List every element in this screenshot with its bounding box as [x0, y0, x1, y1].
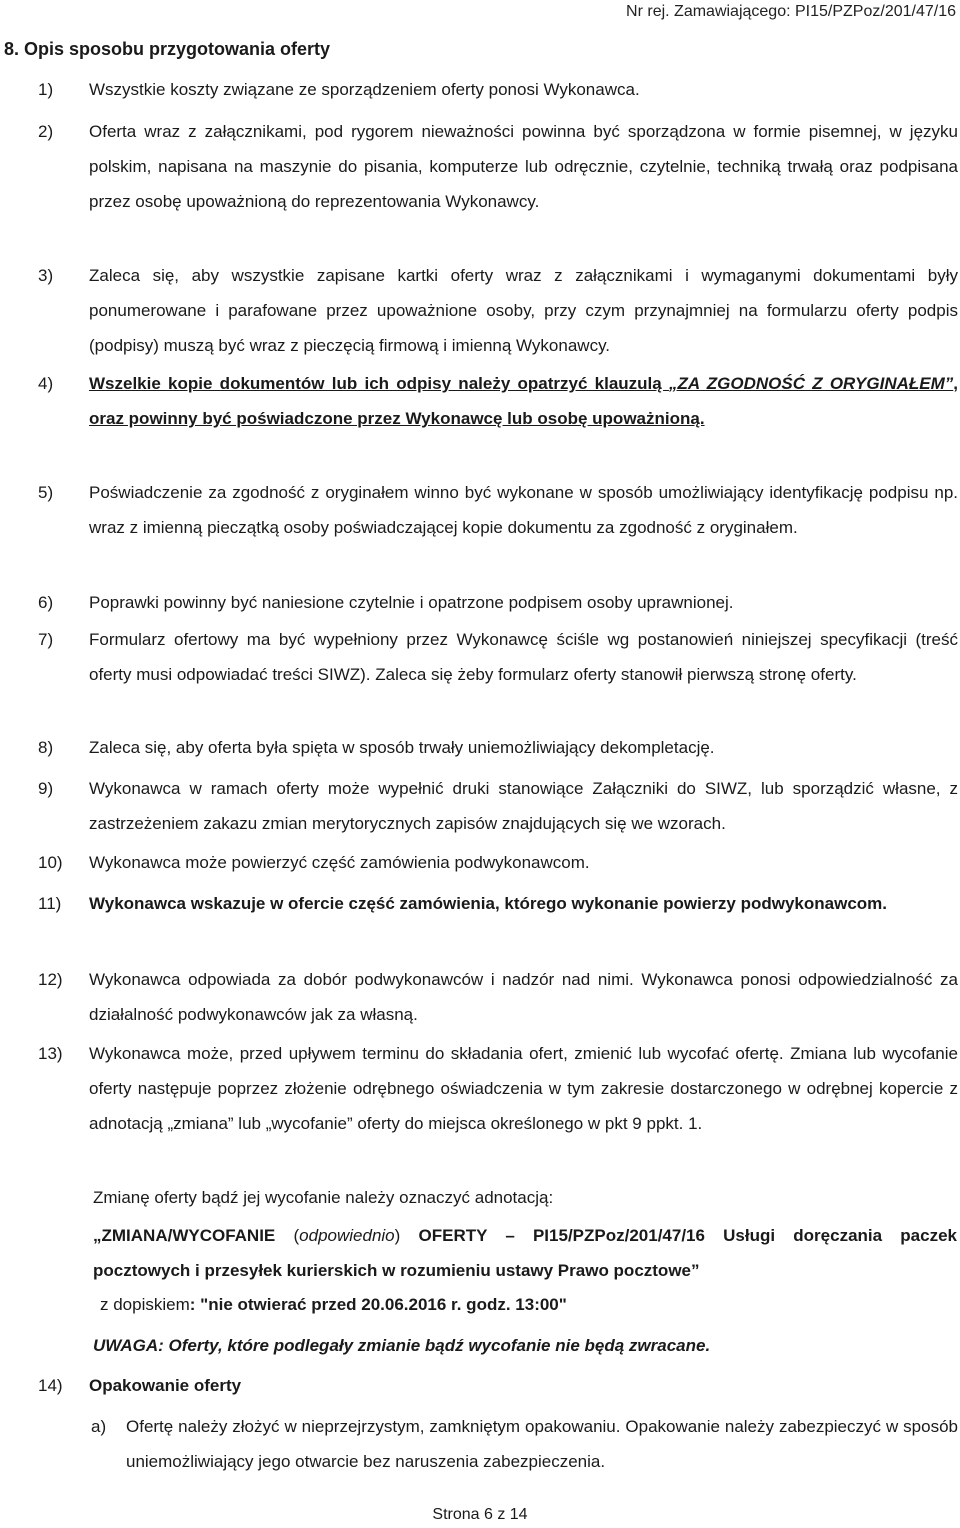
item-text: Wykonawca może, przed upływem terminu do składania ofert, zmienić lub wycofać ofertę. Zmiana lub wycofanie oferty następuje poprzez złożenie odrębnego oświadczenia w tym zakresie dostarczonego w odrębnej kopercie z adnotacją „zmiana” lub „wycofanie” oferty do miejsca określonego w pkt 9 ppkt. 1.	[89, 1044, 958, 1133]
item-text: Wykonawca wskazuje w ofercie część zamówienia, którego wykonanie powierzy podwykonawcom.	[89, 894, 887, 913]
annotation-label-main: OFERTY – PI15/PZPoz/201/47/16 Usługi doręczania paczek pocztowych i przesyłek kurierskich w rozumieniu ustawy Prawo pocztowe”	[93, 1226, 957, 1280]
list-item-5	[0, 475, 958, 545]
item-text: Wykonawca może powierzyć część zamówienia podwykonawcom.	[89, 853, 590, 872]
list-item-4	[0, 366, 958, 436]
item-text: Wykonawca w ramach oferty może wypełnić druki stanowiące Załączniki do SIWZ, lub sporządzić własne, z zastrzeżeniem zakazu zmian merytorycznych zapisów znajdujących się we wzorach.	[89, 779, 958, 833]
item-number: 3)	[38, 266, 54, 285]
annotation-paren-close: )	[394, 1226, 401, 1245]
annotation-suffix-date: : "nie otwierać przed 20.06.2016 r. godz. 13:00"	[189, 1295, 567, 1314]
item-number: 8)	[38, 738, 54, 757]
item-number: 13)	[38, 1044, 63, 1063]
item-text: Poświadczenie za zgodność z oryginałem winno być wykonane w sposób umożliwiający identyfikację podpisu np. wraz z imienną pieczątką osoby poświadczającej kopie dokumentu za zgodność z oryginałem.	[89, 483, 958, 537]
item-text: Wszystkie koszty związane ze sporządzeniem oferty ponosi Wykonawca.	[89, 80, 640, 99]
sub-item-letter: a)	[91, 1417, 107, 1436]
clause-quote: „ZA ZGODNOŚĆ Z ORYGINAŁEM”	[668, 374, 954, 393]
list-item-3	[0, 258, 958, 363]
sub-item-a	[0, 1409, 958, 1479]
clause-tail: , oraz powinny być poświadczone przez Wykonawcę lub osobę upoważnioną.	[89, 374, 958, 428]
item-text: Formularz ofertowy ma być wypełniony przez Wykonawcę ściśle wg postanowień niniejszej specyfikacji (treść oferty musi odpowiadać treści SIWZ). Zaleca się żeby formularz oferty stanowił pierwszą stronę oferty.	[89, 630, 958, 684]
annotation-intro: Zmianę oferty bądź jej wycofanie należy oznaczyć adnotacją:	[93, 1188, 554, 1207]
annotation-suffix	[100, 1287, 950, 1322]
item-text	[89, 366, 958, 436]
list-item-9	[0, 771, 958, 841]
item-number: 10)	[38, 853, 63, 872]
item-number: 2)	[38, 122, 54, 141]
item-number: 11)	[38, 894, 62, 913]
sub-item-text: Ofertę należy złożyć w nieprzejrzystym, zamkniętym opakowaniu. Opakowanie należy zabezpieczyć w sposób uniemożliwiający jego otwarcie bez naruszenia zabezpieczenia.	[126, 1417, 958, 1471]
list-item-11	[0, 886, 958, 921]
item-number: 14)	[38, 1376, 63, 1395]
section-heading: 8. Opis sposobu przygotowania oferty	[4, 39, 331, 59]
item-text: Zaleca się, aby wszystkie zapisane kartki oferty wraz z załącznikami i wymaganymi dokumentami były ponumerowane i parafowane przez upoważnione osoby, przy czym przynajmniej na formularzu oferty podpis (podpisy) muszą być wraz z pieczęcią firmową i imienną Wykonawcy.	[89, 266, 958, 355]
list-item-12	[0, 962, 958, 1032]
item-number: 1)	[38, 80, 54, 99]
item-text: Poprawki powinny być naniesione czytelnie i opatrzone podpisem osoby uprawnionej.	[89, 593, 734, 612]
annotation-label	[93, 1218, 957, 1288]
item-number: 9)	[38, 779, 54, 798]
list-item-10	[0, 845, 958, 880]
item-number: 7)	[38, 630, 54, 649]
annotation-suffix-lead: z dopiskiem	[100, 1295, 190, 1314]
list-item-13	[0, 1036, 958, 1141]
list-item-2	[0, 114, 958, 219]
reference-number: Nr rej. Zamawiającego: PI15/PZPoz/201/47/16	[626, 3, 956, 20]
warning-note: UWAGA: Oferty, które podlegały zmianie bądź wycofanie nie będą zwracane.	[93, 1336, 711, 1355]
page-number: Strona 6 z 14	[432, 1506, 528, 1523]
item-text: Opakowanie oferty	[89, 1376, 242, 1395]
list-item-1	[0, 72, 958, 107]
item-text: Zaleca się, aby oferta była spięta w sposób trwały uniemożliwiający dekompletację.	[89, 738, 715, 757]
item-number: 4)	[38, 374, 54, 393]
list-item-6	[0, 585, 958, 620]
item-number: 12)	[38, 970, 63, 989]
item-number: 5)	[38, 483, 54, 502]
item-text: Oferta wraz z załącznikami, pod rygorem nieważności powinna być sporządzona w formie pisemnej, w języku polskim, napisana na maszynie do pisania, komputerze lub odręcznie, czytelnie, techniką trwałą oraz podpisana przez osobę upoważnioną do reprezentowania Wykonawcy.	[89, 122, 958, 211]
list-item-7	[0, 622, 958, 692]
clause-lead: Wszelkie kopie dokumentów lub ich odpisy należy opatrzyć klauzulą	[89, 374, 669, 393]
item-text: Wykonawca odpowiada za dobór podwykonawców i nadzór nad nimi. Wykonawca ponosi odpowiedzialność za działalność podwykonawców jak za własną.	[89, 970, 958, 1024]
annotation-label-lead: „ZMIANA/WYCOFANIE	[93, 1226, 276, 1245]
item-number: 6)	[38, 593, 54, 612]
list-item-8	[0, 730, 958, 765]
list-item-14	[0, 1368, 958, 1403]
annotation-paren-text: odpowiednio	[299, 1226, 395, 1245]
annotation-paren-open: (	[293, 1226, 300, 1245]
